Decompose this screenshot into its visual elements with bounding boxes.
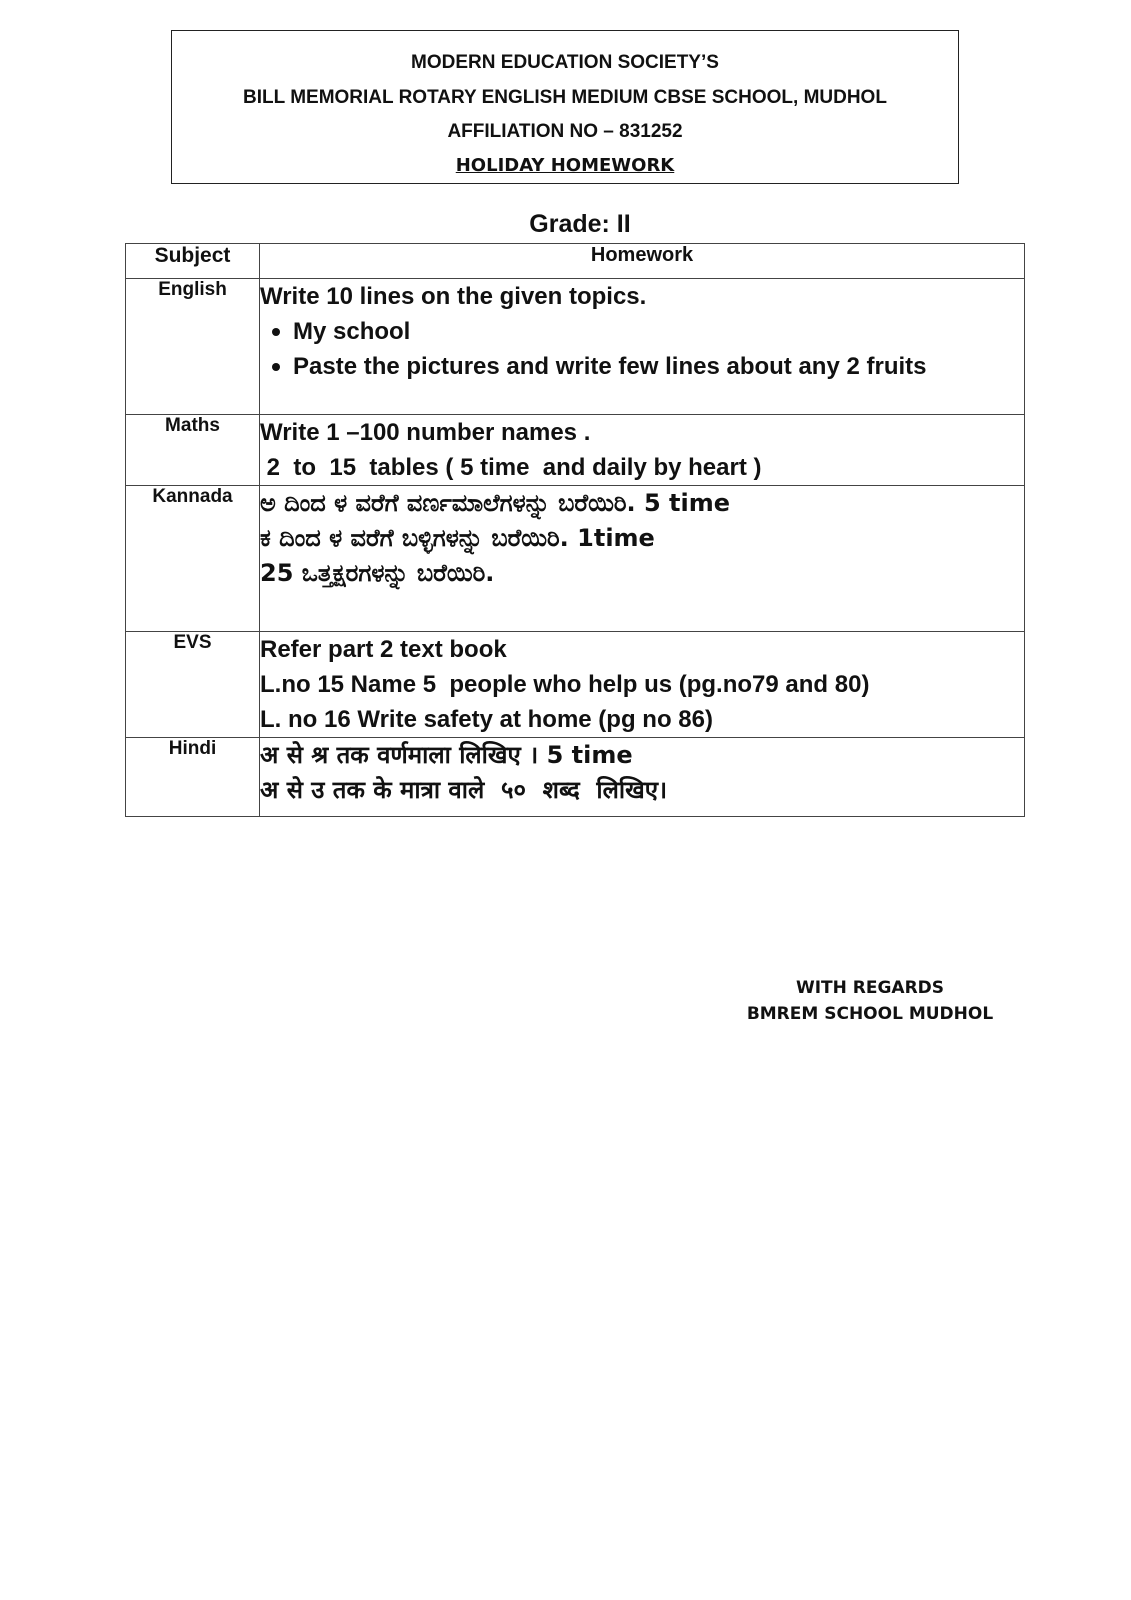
sender-name: BMREM SCHOOL MUDHOL — [746, 1004, 994, 1024]
affiliation-number: AFFILIATION NO – 831252 — [447, 121, 683, 142]
closing-signature — [740, 975, 1000, 1027]
homework-line: ಅ ದಿಂದ ಳ ವರೆಗೆ ವರ್ಣಮಾಲೆಗಳನ್ನು ಬರೆಯಿರಿ. 5 time — [260, 489, 731, 517]
homework-line: L.no 15 Name 5 people who help us (pg.no79 and 80) — [260, 671, 870, 698]
column-header-homework: Homework — [260, 244, 1025, 279]
subject-cell: Kannada — [126, 486, 260, 632]
subject-cell: EVS — [126, 632, 260, 738]
homework-cell — [260, 738, 1025, 817]
society-name: MODERN EDUCATION SOCIETY’S — [411, 52, 719, 73]
homework-cell — [260, 279, 1025, 415]
table-row-hindi — [126, 738, 1025, 817]
table-row-kannada — [126, 486, 1025, 632]
subject-cell: Maths — [126, 415, 260, 486]
list-item: My school — [260, 314, 1024, 349]
school-name: BILL MEMORIAL ROTARY ENGLISH MEDIUM CBSE SCHOOL, MUDHOL — [243, 87, 887, 108]
list-item: Paste the pictures and write few lines about any 2 fruits — [260, 349, 1024, 384]
homework-line: Refer part 2 text book — [260, 636, 507, 663]
table-row-english — [126, 279, 1025, 415]
table-header-row — [126, 244, 1025, 279]
homework-cell — [260, 415, 1025, 486]
school-header-box — [171, 30, 959, 184]
homework-line: 2 to 15 tables ( 5 time and daily by heart ) — [260, 454, 762, 481]
homework-line: अ से श्र तक वर्णमाला लिखिए । 5 time — [260, 741, 633, 769]
column-header-subject: Subject — [126, 244, 260, 279]
grade-heading: Grade: II — [529, 210, 631, 238]
subject-cell: Hindi — [126, 738, 260, 817]
homework-cell — [260, 486, 1025, 632]
homework-line: Write 10 lines on the given topics. — [260, 283, 647, 310]
homework-line: 25 ಒತ್ತಕ್ಷರಗಳನ್ನು ಬರೆಯಿರಿ. — [260, 559, 495, 587]
document-title: HOLIDAY HOMEWORK — [455, 155, 675, 176]
closing-line: WITH REGARDS — [795, 978, 945, 998]
subject-cell: English — [126, 279, 260, 415]
homework-table — [125, 243, 1025, 817]
homework-line: ಕ ದಿಂದ ಳ ವರೆಗೆ ಬಳ್ಳಿಗಳನ್ನು ಬರೆಯಿರಿ. 1time — [260, 524, 655, 552]
homework-line: L. no 16 Write safety at home (pg no 86) — [260, 706, 713, 733]
homework-line: अ से उ तक के मात्रा वाले ५० शब्द लिखिए। — [260, 776, 668, 804]
table-row-evs — [126, 632, 1025, 738]
homework-line: Write 1 –100 number names . — [260, 419, 591, 446]
homework-cell — [260, 632, 1025, 738]
table-row-maths — [126, 415, 1025, 486]
bullet-list — [260, 314, 1024, 384]
